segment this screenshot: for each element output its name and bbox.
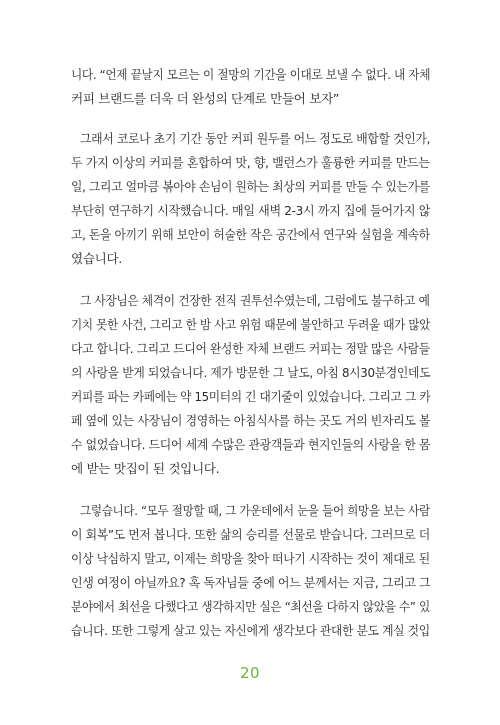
text-line: 분야에서 최선을 다했다고 생각하지만 실은 “최선을 다하지 않았을 수” 있 [71, 599, 430, 614]
text-line: 일, 그리고 얼마큼 볶아야 손님이 원하는 최상의 커피를 만들 수 있는가를 [71, 179, 430, 194]
text-line: 기치 못한 사건, 그리고 한 밤 사고 위험 때문에 불안하고 두려울 때가 많았 [71, 317, 431, 332]
text-line: 부단히 연구하기 시작했습니다. 매일 새벽 2-3시 까지 집에 들어가지 않 [71, 203, 431, 218]
text-line: 에 받는 맛집이 된 것입니다. [71, 461, 220, 476]
text-line: 니다. “언제 끝날지 모르는 이 절망의 기간을 이대로 보낼 수 없다. 내 자체 [71, 67, 431, 82]
text-line: 다고 합니다. 그리고 드디어 완성한 자체 브랜드 커피는 정말 많은 사람들 [71, 341, 430, 356]
text-line: 그래서 코로나 초기 기간 동안 커피 원두를 어느 정도로 배합할 것인가, [80, 131, 431, 146]
text-line: 커피를 파는 카페에는 약 15미터의 긴 대기줄이 있었습니다. 그리고 그 카 [71, 389, 431, 404]
text-line: 습니다. 또한 그렇게 살고 있는 자신에게 생각보다 관대한 분도 계실 것입 [71, 623, 430, 638]
text-line: 그렇습니다. “모두 절망할 때, 그 가운데에서 눈을 들어 희망을 보는 사람 [80, 503, 430, 518]
text-line: 의 사랑을 받게 되었습니다. 제가 방문한 그 날도, 아침 8시30분경인데도 [71, 365, 431, 380]
text-line: 였습니다. [71, 251, 122, 266]
text-line: 두 가지 이상의 커피를 혼합하여 맛, 향, 밸런스가 훌륭한 커피를 만드는 [71, 155, 430, 170]
text-line: 이 회복”도 먼저 봅니다. 또한 삶의 승리를 선물로 받습니다. 그러므로 더 [71, 527, 430, 542]
text-line: 커피 브랜드를 더욱 더 완성의 단계로 만들어 보자” [71, 91, 340, 106]
text-line: 이상 낙심하지 말고, 이제는 희망을 찾아 떠나기 시작하는 것이 제대로 된 [71, 551, 430, 566]
text-line: 고, 돈을 아끼기 위해 보안이 허술한 작은 공간에서 연구와 실험을 계속하 [71, 227, 430, 242]
text-line: 수 없었습니다. 드디어 세계 수많은 관광객들과 현지인들의 사랑을 한 몸 [71, 437, 431, 452]
text-line: 페 옆에 있는 사장님이 경영하는 아침식사를 하는 곳도 거의 빈자리도 볼 [71, 413, 431, 428]
text-line: 그 사장님은 체격이 건장한 전직 권투선수였는데, 그럼에도 불구하고 예 [80, 293, 430, 308]
text-line: 인생 여정이 아닐까요? 혹 독자님들 중에 어느 분께서는 지금, 그리고 그 [71, 575, 431, 590]
page-number: 20 [239, 664, 261, 682]
